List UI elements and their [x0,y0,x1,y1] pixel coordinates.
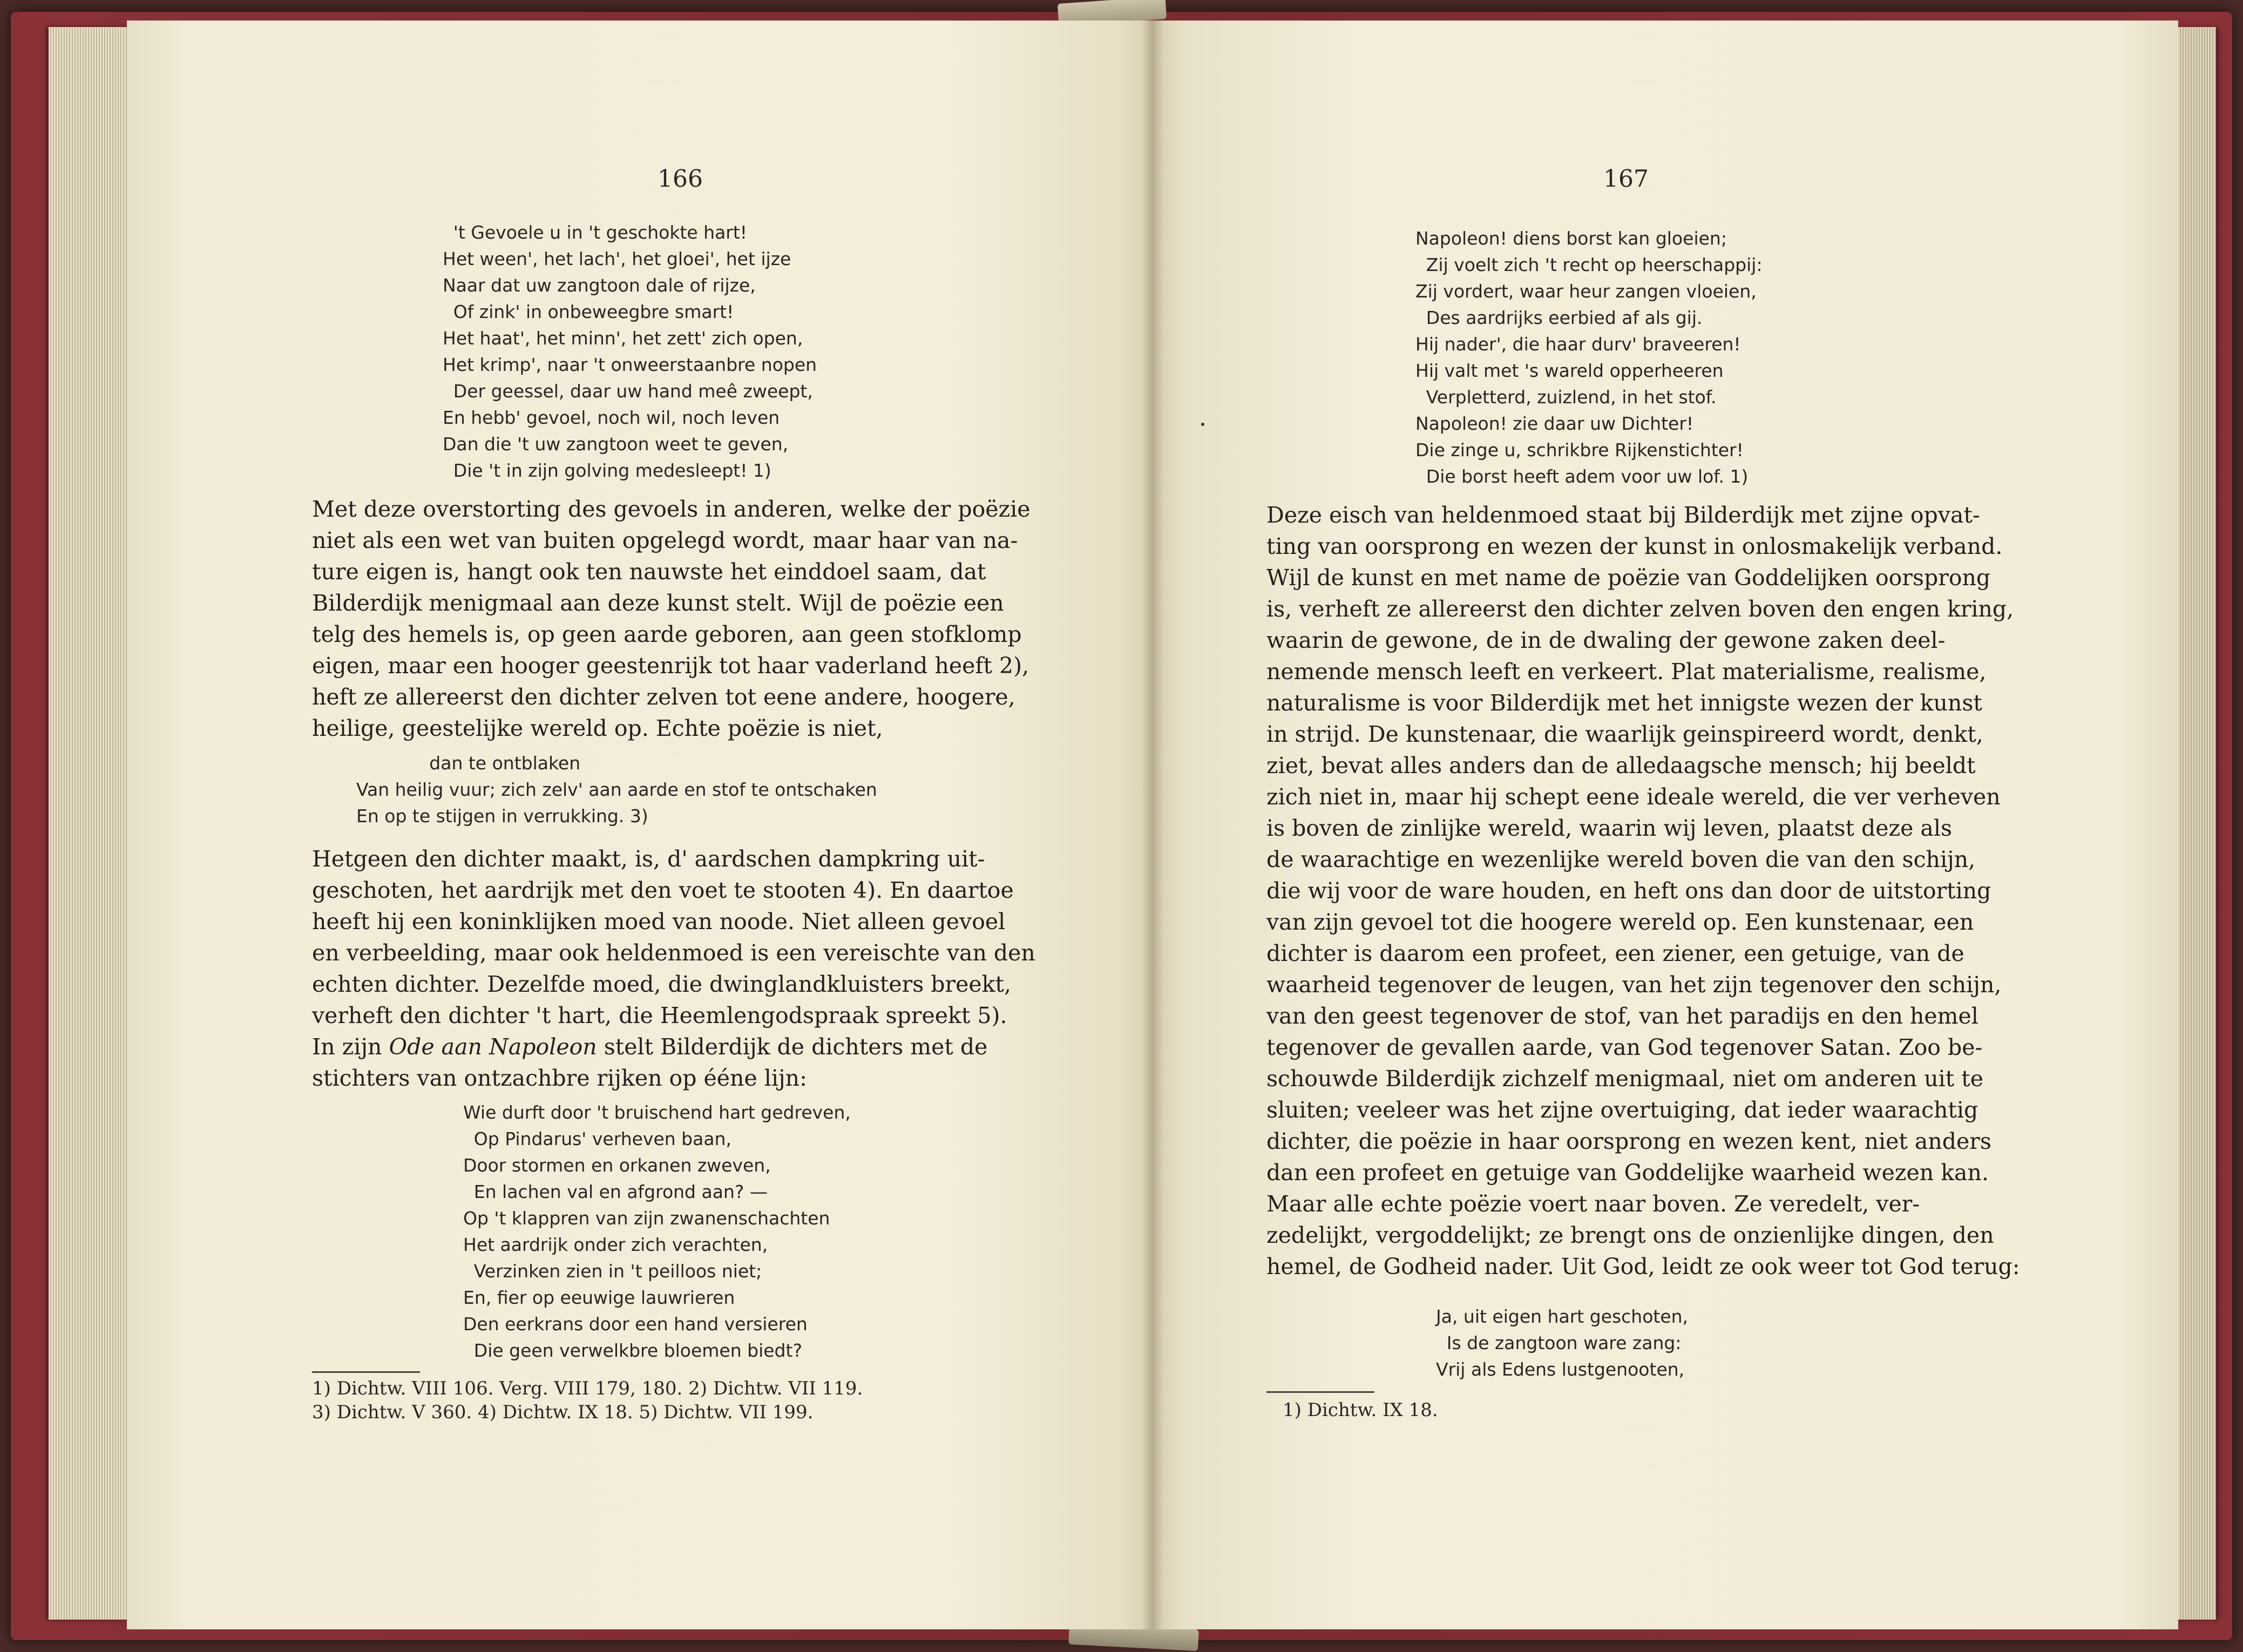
prose-line: ture eigen is, hangt ook ten nauwste het einddoel saam, dat [312,559,986,585]
prose-line: heeft hij een koninklijken moed van noode. Niet alleen gevoel [312,909,1006,935]
prose-line: nemende mensch leeft en verkeert. Plat materialisme, realisme, [1266,659,1987,685]
left-footnote-rule [312,1371,420,1373]
prose-line: hemel, de Godheid nader. Uit God, leidt ze ook weer tot God terug: [1266,1254,2020,1279]
book-gutter [1142,21,1163,1629]
left-prose-1 [312,493,1031,744]
verse-line: Des aardrijks eerbied af als gij. [1426,307,1703,328]
prose-line: Deze eisch van heldenmoed staat bij Bilderdijk met zijne opvat- [1266,502,1980,528]
prose-line: tegenover de gevallen aarde, van God tegenover Satan. Zoo be- [1266,1034,1983,1060]
prose-line: Hetgeen den dichter maakt, is, d' aardschen dampkring uit- [312,846,985,872]
prose-line: schouwde Bilderdijk zichzelf menigmaal, niet om anderen uit te [1266,1066,1983,1092]
prose-line: naturalisme is voor Bilderdijk met het innigste wezen der kunst [1266,690,1982,716]
verse-line: Van heilig vuur; zich zelv' aan aarde en stof te ontschaken [356,779,877,800]
prose-line: dichter, die poëzie in haar oorsprong en wezen kent, niet anders [1266,1128,1991,1154]
verse-line: Op Pindarus' verheven baan, [473,1128,731,1149]
prose-line: heilige, geestelijke wereld op. Echte poëzie is niet, [312,715,883,741]
prose-line: heft ze allereerst den dichter zelven tot eene andere, hoogere, [312,684,1015,710]
verse-line: Dan die 't uw zangtoon weet te geven, [443,434,789,455]
prose-line: Bilderdijk menigmaal aan deze kunst stelt. Wijl de poëzie een [312,590,1004,616]
verse-line: En hebb' gevoel, noch wil, noch leven [443,407,780,428]
left-verse-middle [356,750,877,829]
prose-line: verheft den dichter 't hart, die Heemlengodspraak spreekt 5). [312,1003,1007,1028]
verse-line: Het krimp', naar 't onweerstaanbre nopen [443,354,817,375]
prose-line: is boven de zinlijke wereld, waarin wij leven, plaatst deze als [1266,815,1952,841]
prose-line: van den geest tegenover de stof, van het paradijs en den hemel [1266,1003,1978,1029]
prose-line: echten dichter. Dezelfde moed, die dwinglandkluisters breekt, [312,971,1012,997]
verse-line: Der geessel, daar uw hand meê zweept, [453,381,813,402]
left-verse-bottom [463,1099,851,1364]
verse-line: Die borst heeft adem voor uw lof. 1) [1426,466,1749,487]
prose-line: de waarachtige en wezenlijke wereld boven die van den schijn, [1266,847,1976,872]
verse-line: Hij valt met 's wareld opperheeren [1415,360,1724,381]
prose-line: ziet, bevat alles anders dan de alledaagsche mensch; hij beeldt [1266,753,1976,778]
right-footnote: 1) Dichtw. IX 18. [1283,1399,1438,1421]
verse-line: Het aardrijk onder zich verachten, [463,1234,768,1255]
prose-line: niet als een wet van buiten opgelegd wordt, maar haar van na- [312,527,1018,553]
left-page-number: 166 [658,165,703,193]
verse-line: Napoleon! zie daar uw Dichter! [1415,413,1694,434]
verse-line: En, fier op eeuwige lauwrieren [463,1287,735,1308]
prose-line: die wij voor de ware houden, en heft ons dan door de uitstorting [1266,878,1991,904]
left-prose-3-line-2: stichters van ontzachbre rijken op ééne lijn: [312,1065,807,1091]
verse-line: Of zink' in onbeweegbre smart! [453,301,734,322]
verse-line: En op te stijgen in verrukking. 3) [356,805,648,827]
prose-line: in strijd. De kunstenaar, die waarlijk geinspireerd wordt, denkt, [1266,721,1983,747]
ode-title: Ode aan Napoleon [389,1034,597,1060]
prose-line: en verbeelding, maar ook heldenmoed is een vereischte van den [312,940,1035,966]
verse-line: Die zinge u, schrikbre Rijkenstichter! [1415,439,1744,461]
prose-line: dichter is daarom een profeet, een ziener, een getuige, van de [1266,940,1964,966]
prose-line: telg des hemels is, op geen aarde geboren, aan geen stofklomp [312,621,1022,647]
verse-line: Zij voelt zich 't recht op heerschappij: [1426,254,1763,275]
left-prose-3-line-1: In zijn Ode aan Napoleon stelt Bilderdijk de dichters met de [312,1034,988,1060]
verse-line: Napoleon! diens borst kan gloeien; [1415,228,1727,249]
right-verse-bottom [1436,1303,1688,1383]
left-page-edges [49,27,135,1620]
verse-line: dan te ontblaken [429,753,581,774]
verse-line: Wie durft door 't bruischend hart gedreven, [463,1102,851,1123]
prose-line: is, verheft ze allereerst den dichter zelven boven den engen kring, [1266,596,2014,622]
left-verse-top [443,219,817,484]
verse-line: Naar dat uw zangtoon dale of rijze, [443,275,756,296]
verse-line: Zij vordert, waar heur zangen vloeien, [1415,281,1757,302]
verse-line: Door stormen en orkanen zweven, [463,1155,771,1176]
footnote-line: 1) Dichtw. VIII 106. Verg. VIII 179, 180. 2) Dichtw. VII 119. [312,1378,863,1399]
prose-line: Wijl de kunst en met name de poëzie van Goddelijken oorsprong [1266,565,1991,591]
prose-line: zich niet in, maar hij schept eene ideale wereld, die ver verheven [1266,784,2001,810]
prose-line: geschoten, het aardrijk met den voet te stooten 4). En daartoe [312,877,1014,903]
prose-line: eigen, maar een hooger geestenrijk tot haar vaderland heeft 2), [312,653,1029,679]
verse-line: 't Gevoele u in 't geschokte hart! [453,222,748,243]
verse-line: Op 't klappren van zijn zwanenschachten [463,1208,830,1229]
prose-line: zedelijkt, vergoddelijkt; ze brengt ons de onzienlijke dingen, den [1266,1222,1994,1248]
left-prose-2 [312,843,1035,1031]
prose-line: Met deze overstorting des gevoels in anderen, welke der poëzie [312,496,1031,522]
verse-line: Die geen verwelkbre bloemen biedt? [473,1340,802,1361]
verse-line: Verzinken zien in 't peilloos niet; [473,1261,762,1282]
right-footnote-rule [1266,1391,1374,1393]
right-verse-top [1415,225,1763,490]
prose-line: waarheid tegenover de leugen, van het zijn tegenover den schijn, [1266,972,2002,998]
verse-line: Die 't in zijn golving medesleept! 1) [453,460,771,481]
verse-line: Hij nader', die haar durv' braveeren! [1415,334,1741,355]
page-speck [1201,423,1204,426]
verse-line: Den eerkrans door een hand versieren [463,1314,808,1335]
prose-line: ting van oorsprong en wezen der kunst in onlosmakelijk verband. [1266,533,2003,559]
verse-line: Ja, uit eigen hart geschoten, [1436,1306,1689,1327]
left-footnotes [312,1377,863,1424]
footnote-line: 3) Dichtw. V 360. 4) Dichtw. IX 18. 5) Dichtw. VII 199. [312,1402,814,1423]
verse-line: Vrij als Edens lustgenooten, [1436,1359,1685,1380]
prose-line: Maar alle echte poëzie voert naar boven. Ze veredelt, ver- [1266,1191,1920,1217]
right-page-edges [2173,27,2216,1620]
verse-line: Verpletterd, zuizlend, in het stof. [1426,387,1717,408]
prose-line: dan een profeet en getuige van Goddelijke waarheid wezen kan. [1266,1160,1989,1186]
verse-line: Is de zangtoon ware zang: [1446,1332,1682,1353]
prose-line: van zijn gevoel tot die hoogere wereld op. Een kunstenaar, een [1266,909,1974,935]
verse-line: Het ween', het lach', het gloei', het ijze [443,248,791,269]
right-prose [1266,499,2020,1282]
right-page-number: 167 [1603,165,1649,193]
prose-line: sluiten; veeleer was het zijne overtuiging, dat ieder waarachtig [1266,1097,1978,1123]
verse-line: En lachen val en afgrond aan? — [473,1181,768,1202]
verse-line: Het haat', het minn', het zett' zich open, [443,328,803,349]
prose-line: waarin de gewone, de in de dwaling der gewone zaken deel- [1266,627,1946,653]
